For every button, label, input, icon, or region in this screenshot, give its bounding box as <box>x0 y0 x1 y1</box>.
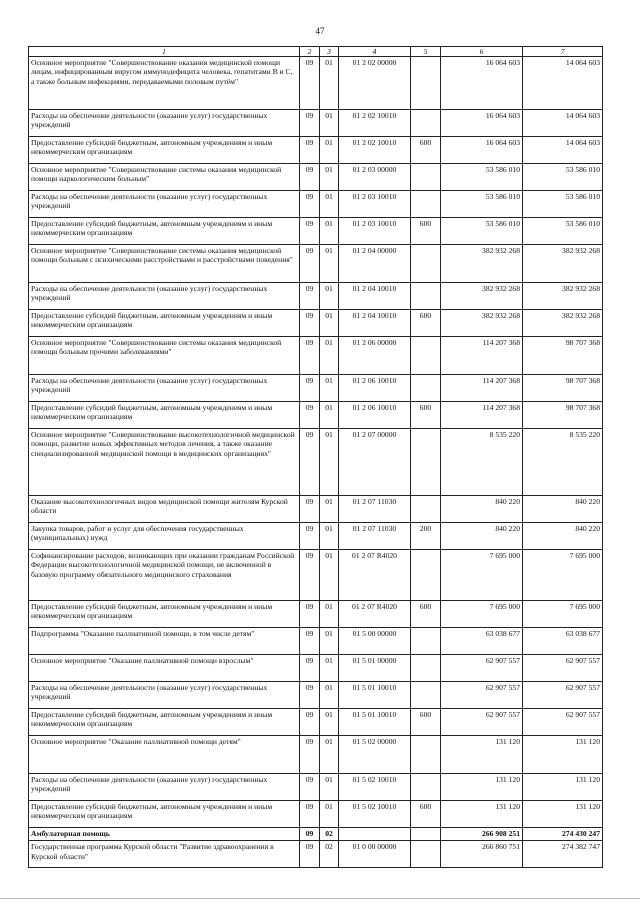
cell-amount-2: 14 064 603 <box>523 57 603 110</box>
cell-expense-type: 600 <box>411 310 441 337</box>
table-header-row <box>29 47 603 57</box>
cell-subsection: 01 <box>320 550 339 601</box>
cell-name: Предоставление субсидий бюджетным, автономным учреждениям и иным некоммерческим организациям <box>29 801 300 828</box>
cell-target-article: 01 2 07 00000 <box>339 429 411 496</box>
table-row <box>29 709 603 736</box>
cell-amount-1: 16 064 603 <box>441 57 523 110</box>
cell-target-article: 01 2 07 11030 <box>339 496 411 523</box>
cell-target-article: 01 2 06 10010 <box>339 402 411 429</box>
cell-section: 09 <box>300 110 320 137</box>
cell-section: 09 <box>300 496 320 523</box>
cell-amount-2: 840 220 <box>523 523 603 550</box>
cell-name: Расходы на обеспечение деятельности (оказание услуг) государственных учреждений <box>29 191 300 218</box>
cell-name: Основное мероприятие "Оказание паллиативной помощи детям" <box>29 736 300 774</box>
cell-amount-1: 131 120 <box>441 774 523 801</box>
cell-section: 09 <box>300 218 320 245</box>
cell-amount-2: 53 586 010 <box>523 218 603 245</box>
cell-amount-1: 53 586 010 <box>441 218 523 245</box>
cell-subsection: 01 <box>320 496 339 523</box>
table-row <box>29 655 603 682</box>
cell-amount-1: 16 064 603 <box>441 137 523 164</box>
cell-target-article: 01 2 04 10010 <box>339 310 411 337</box>
cell-amount-1: 53 586 010 <box>441 191 523 218</box>
cell-subsection: 01 <box>320 375 339 402</box>
cell-section: 09 <box>300 628 320 655</box>
page-number: 47 <box>315 26 325 36</box>
cell-section: 09 <box>300 57 320 110</box>
cell-expense-type: 600 <box>411 137 441 164</box>
cell-amount-2: 840 220 <box>523 496 603 523</box>
cell-amount-2: 98 707 368 <box>523 402 603 429</box>
cell-subsection: 01 <box>320 137 339 164</box>
cell-name: Предоставление субсидий бюджетным, автономным учреждениям и иным некоммерческим организациям <box>29 137 300 164</box>
cell-name: Основное мероприятие "Совершенствование системы оказания медицинской помощи больным прочими заболеваниями" <box>29 337 300 375</box>
table-row <box>29 110 603 137</box>
cell-name: Расходы на обеспечение деятельности (оказание услуг) государственных учреждений <box>29 682 300 709</box>
cell-subsection: 01 <box>320 709 339 736</box>
cell-name: Расходы на обеспечение деятельности (оказание услуг) государственных учреждений <box>29 375 300 402</box>
cell-section: 09 <box>300 283 320 310</box>
cell-name: Предоставление субсидий бюджетным, автономным учреждениям и иным некоммерческим организациям <box>29 218 300 245</box>
cell-expense-type: 600 <box>411 402 441 429</box>
table-row <box>29 736 603 774</box>
cell-expense-type <box>411 496 441 523</box>
cell-amount-1: 114 207 368 <box>441 402 523 429</box>
table-row <box>29 375 603 402</box>
cell-subsection: 01 <box>320 682 339 709</box>
cell-amount-1: 62 907 557 <box>441 682 523 709</box>
cell-expense-type <box>411 283 441 310</box>
cell-name: Основное мероприятие "Оказание паллиативной помощи взрослым" <box>29 655 300 682</box>
cell-target-article: 01 5 02 10010 <box>339 774 411 801</box>
cell-target-article: 01 5 01 10010 <box>339 682 411 709</box>
cell-amount-2: 98 707 368 <box>523 337 603 375</box>
cell-name: Основное мероприятие "Совершенствование высокотехнологичной медицинской помощи, развитие новых эффективных методов лечения, а также оказание специализированной медицинской помощи в медицинских организациях" <box>29 429 300 496</box>
cell-amount-2: 14 064 603 <box>523 137 603 164</box>
cell-amount-2: 14 064 603 <box>523 110 603 137</box>
table-row <box>29 628 603 655</box>
cell-section: 09 <box>300 709 320 736</box>
cell-amount-1: 7 695 000 <box>441 550 523 601</box>
cell-expense-type <box>411 375 441 402</box>
cell-amount-2: 382 932 268 <box>523 245 603 283</box>
table-row <box>29 191 603 218</box>
cell-expense-type <box>411 245 441 283</box>
table-row <box>29 774 603 801</box>
cell-amount-2: 7 695 000 <box>523 601 603 628</box>
cell-name: Предоставление субсидий бюджетным, автономным учреждениям и иным некоммерческим организациям <box>29 601 300 628</box>
cell-name: Софинансирование расходов, возникающих при оказании гражданам Российской Федерации высокотехнологичной медицинской помощи, не включенной в базовую программу обязательного медицинского страхования <box>29 550 300 601</box>
cell-name: Расходы на обеспечение деятельности (оказание услуг) государственных учреждений <box>29 774 300 801</box>
col-header-1: 1 <box>29 47 300 57</box>
cell-name: Предоставление субсидий бюджетным, автономным учреждениям и иным некоммерческим организациям <box>29 402 300 429</box>
cell-target-article: 01 2 03 00000 <box>339 164 411 191</box>
cell-expense-type <box>411 655 441 682</box>
cell-expense-type <box>411 57 441 110</box>
cell-name: Расходы на обеспечение деятельности (оказание услуг) государственных учреждений <box>29 110 300 137</box>
cell-amount-1: 266 860 751 <box>441 841 523 868</box>
cell-subsection: 01 <box>320 736 339 774</box>
cell-subsection: 01 <box>320 337 339 375</box>
cell-subsection: 01 <box>320 801 339 828</box>
cell-subsection: 01 <box>320 218 339 245</box>
cell-subsection: 02 <box>320 828 339 841</box>
cell-subsection: 01 <box>320 402 339 429</box>
table-row <box>29 841 603 868</box>
table-row <box>29 164 603 191</box>
cell-target-article: 01 2 02 10010 <box>339 137 411 164</box>
cell-section: 09 <box>300 841 320 868</box>
table-row <box>29 601 603 628</box>
cell-expense-type: 600 <box>411 709 441 736</box>
cell-subsection: 01 <box>320 57 339 110</box>
cell-section: 09 <box>300 828 320 841</box>
cell-expense-type <box>411 628 441 655</box>
cell-amount-1: 114 207 368 <box>441 375 523 402</box>
cell-amount-1: 8 535 220 <box>441 429 523 496</box>
cell-target-article: 01 5 02 00000 <box>339 736 411 774</box>
cell-expense-type: 600 <box>411 601 441 628</box>
cell-section: 09 <box>300 375 320 402</box>
cell-amount-1: 16 064 603 <box>441 110 523 137</box>
col-header-6: 6 <box>441 47 523 57</box>
cell-subsection: 01 <box>320 429 339 496</box>
table-row <box>29 337 603 375</box>
cell-section: 09 <box>300 164 320 191</box>
cell-amount-2: 131 120 <box>523 774 603 801</box>
cell-target-article: 01 2 07 11030 <box>339 523 411 550</box>
cell-amount-2: 274 430 247 <box>523 828 603 841</box>
cell-target-article: 01 2 06 10010 <box>339 375 411 402</box>
cell-section: 09 <box>300 801 320 828</box>
table-row <box>29 218 603 245</box>
cell-section: 09 <box>300 137 320 164</box>
cell-subsection: 01 <box>320 164 339 191</box>
cell-amount-1: 840 220 <box>441 496 523 523</box>
cell-name: Государственная программа Курской области "Развитие здравоохранения в Курской области" <box>29 841 300 868</box>
table-row <box>29 429 603 496</box>
cell-section: 09 <box>300 736 320 774</box>
cell-target-article <box>339 828 411 841</box>
table-row <box>29 828 603 841</box>
cell-target-article: 01 5 01 10010 <box>339 709 411 736</box>
cell-amount-2: 98 707 368 <box>523 375 603 402</box>
cell-name: Оказание высокотехнологичных видов медицинской помощи жителям Курской области <box>29 496 300 523</box>
cell-amount-1: 131 120 <box>441 736 523 774</box>
table-row <box>29 245 603 283</box>
cell-subsection: 01 <box>320 628 339 655</box>
cell-expense-type <box>411 736 441 774</box>
table-row <box>29 682 603 709</box>
cell-amount-2: 7 695 000 <box>523 550 603 601</box>
cell-section: 09 <box>300 310 320 337</box>
table-row <box>29 496 603 523</box>
cell-target-article: 01 5 00 00000 <box>339 628 411 655</box>
cell-name: Предоставление субсидий бюджетным, автономным учреждениям и иным некоммерческим организациям <box>29 310 300 337</box>
cell-name: Основное мероприятие "Совершенствование системы оказания медицинской помощи больным с психическими расстройствами и расстройствами поведения" <box>29 245 300 283</box>
cell-subsection: 02 <box>320 841 339 868</box>
cell-name: Предоставление субсидий бюджетным, автономным учреждениям и иным некоммерческим организациям <box>29 709 300 736</box>
cell-subsection: 01 <box>320 655 339 682</box>
cell-name: Основное мероприятие "Совершенствование оказания медицинской помощи лицам, инфицированным вирусом иммунодефицита человека, гепатитами В и С, а также больным инфекциями, передаваемыми половым путём" <box>29 57 300 110</box>
cell-amount-2: 62 907 557 <box>523 655 603 682</box>
cell-section: 09 <box>300 191 320 218</box>
budget-table <box>28 46 603 868</box>
col-header-7: 7 <box>523 47 603 57</box>
cell-expense-type <box>411 429 441 496</box>
cell-name: Подпрограмма "Оказание паллиативной помощи, в том числе детям" <box>29 628 300 655</box>
cell-section: 09 <box>300 550 320 601</box>
cell-section: 09 <box>300 682 320 709</box>
cell-subsection: 01 <box>320 774 339 801</box>
cell-target-article: 01 2 06 00000 <box>339 337 411 375</box>
cell-target-article: 01 2 03 10010 <box>339 191 411 218</box>
cell-amount-2: 382 932 268 <box>523 283 603 310</box>
cell-expense-type <box>411 110 441 137</box>
cell-section: 09 <box>300 429 320 496</box>
cell-amount-2: 131 120 <box>523 736 603 774</box>
cell-target-article: 01 0 00 00000 <box>339 841 411 868</box>
cell-target-article: 01 5 01 00000 <box>339 655 411 682</box>
cell-subsection: 01 <box>320 283 339 310</box>
cell-expense-type <box>411 841 441 868</box>
table-row <box>29 402 603 429</box>
cell-subsection: 01 <box>320 110 339 137</box>
cell-amount-2: 274 382 747 <box>523 841 603 868</box>
cell-amount-2: 8 535 220 <box>523 429 603 496</box>
col-header-2: 2 <box>300 47 320 57</box>
cell-section: 09 <box>300 601 320 628</box>
cell-expense-type <box>411 191 441 218</box>
cell-amount-2: 62 907 557 <box>523 682 603 709</box>
cell-target-article: 01 2 02 00000 <box>339 57 411 110</box>
cell-amount-1: 53 586 010 <box>441 164 523 191</box>
cell-amount-1: 114 207 368 <box>441 337 523 375</box>
cell-expense-type <box>411 828 441 841</box>
cell-section: 09 <box>300 337 320 375</box>
cell-subsection: 01 <box>320 601 339 628</box>
col-header-3: 3 <box>320 47 339 57</box>
cell-target-article: 01 2 03 10010 <box>339 218 411 245</box>
cell-name: Закупка товаров, работ и услуг для обеспечения государственных (муниципальных) нужд <box>29 523 300 550</box>
cell-expense-type <box>411 164 441 191</box>
cell-amount-1: 7 695 000 <box>441 601 523 628</box>
cell-expense-type <box>411 682 441 709</box>
cell-expense-type: 600 <box>411 801 441 828</box>
cell-amount-2: 53 586 010 <box>523 164 603 191</box>
cell-subsection: 01 <box>320 310 339 337</box>
table-row <box>29 523 603 550</box>
cell-amount-1: 382 932 268 <box>441 310 523 337</box>
cell-amount-2: 63 038 677 <box>523 628 603 655</box>
cell-section: 09 <box>300 523 320 550</box>
cell-amount-1: 382 932 268 <box>441 283 523 310</box>
cell-expense-type: 200 <box>411 523 441 550</box>
cell-name: Основное мероприятие "Совершенствование системы оказания медицинской помощи наркологическим больным" <box>29 164 300 191</box>
cell-name: Амбулаторная помощь <box>29 828 300 841</box>
cell-amount-2: 53 586 010 <box>523 191 603 218</box>
cell-amount-2: 62 907 557 <box>523 709 603 736</box>
cell-subsection: 01 <box>320 523 339 550</box>
cell-amount-1: 131 120 <box>441 801 523 828</box>
cell-subsection: 01 <box>320 245 339 283</box>
table-row <box>29 137 603 164</box>
cell-amount-2: 382 932 268 <box>523 310 603 337</box>
cell-target-article: 01 2 02 10010 <box>339 110 411 137</box>
cell-amount-1: 382 932 268 <box>441 245 523 283</box>
cell-section: 09 <box>300 655 320 682</box>
cell-amount-1: 62 907 557 <box>441 655 523 682</box>
cell-target-article: 01 2 07 R4020 <box>339 601 411 628</box>
cell-subsection: 01 <box>320 191 339 218</box>
cell-amount-1: 266 908 251 <box>441 828 523 841</box>
table-row <box>29 310 603 337</box>
table-row <box>29 550 603 601</box>
cell-name: Расходы на обеспечение деятельности (оказание услуг) государственных учреждений <box>29 283 300 310</box>
cell-amount-1: 840 220 <box>441 523 523 550</box>
table-row <box>29 801 603 828</box>
table-body <box>29 57 603 868</box>
col-header-4: 4 <box>339 47 411 57</box>
cell-amount-2: 131 120 <box>523 801 603 828</box>
table-row <box>29 283 603 310</box>
cell-expense-type <box>411 337 441 375</box>
table-row <box>29 57 603 110</box>
cell-section: 09 <box>300 774 320 801</box>
cell-amount-1: 63 038 677 <box>441 628 523 655</box>
cell-expense-type <box>411 774 441 801</box>
cell-expense-type <box>411 550 441 601</box>
cell-section: 09 <box>300 245 320 283</box>
cell-target-article: 01 5 02 10010 <box>339 801 411 828</box>
col-header-5: 5 <box>411 47 441 57</box>
cell-expense-type: 600 <box>411 218 441 245</box>
cell-amount-1: 62 907 557 <box>441 709 523 736</box>
cell-target-article: 01 2 07 R4020 <box>339 550 411 601</box>
scan-edge-line <box>0 898 640 899</box>
cell-target-article: 01 2 04 00000 <box>339 245 411 283</box>
cell-target-article: 01 2 04 10010 <box>339 283 411 310</box>
cell-section: 09 <box>300 402 320 429</box>
